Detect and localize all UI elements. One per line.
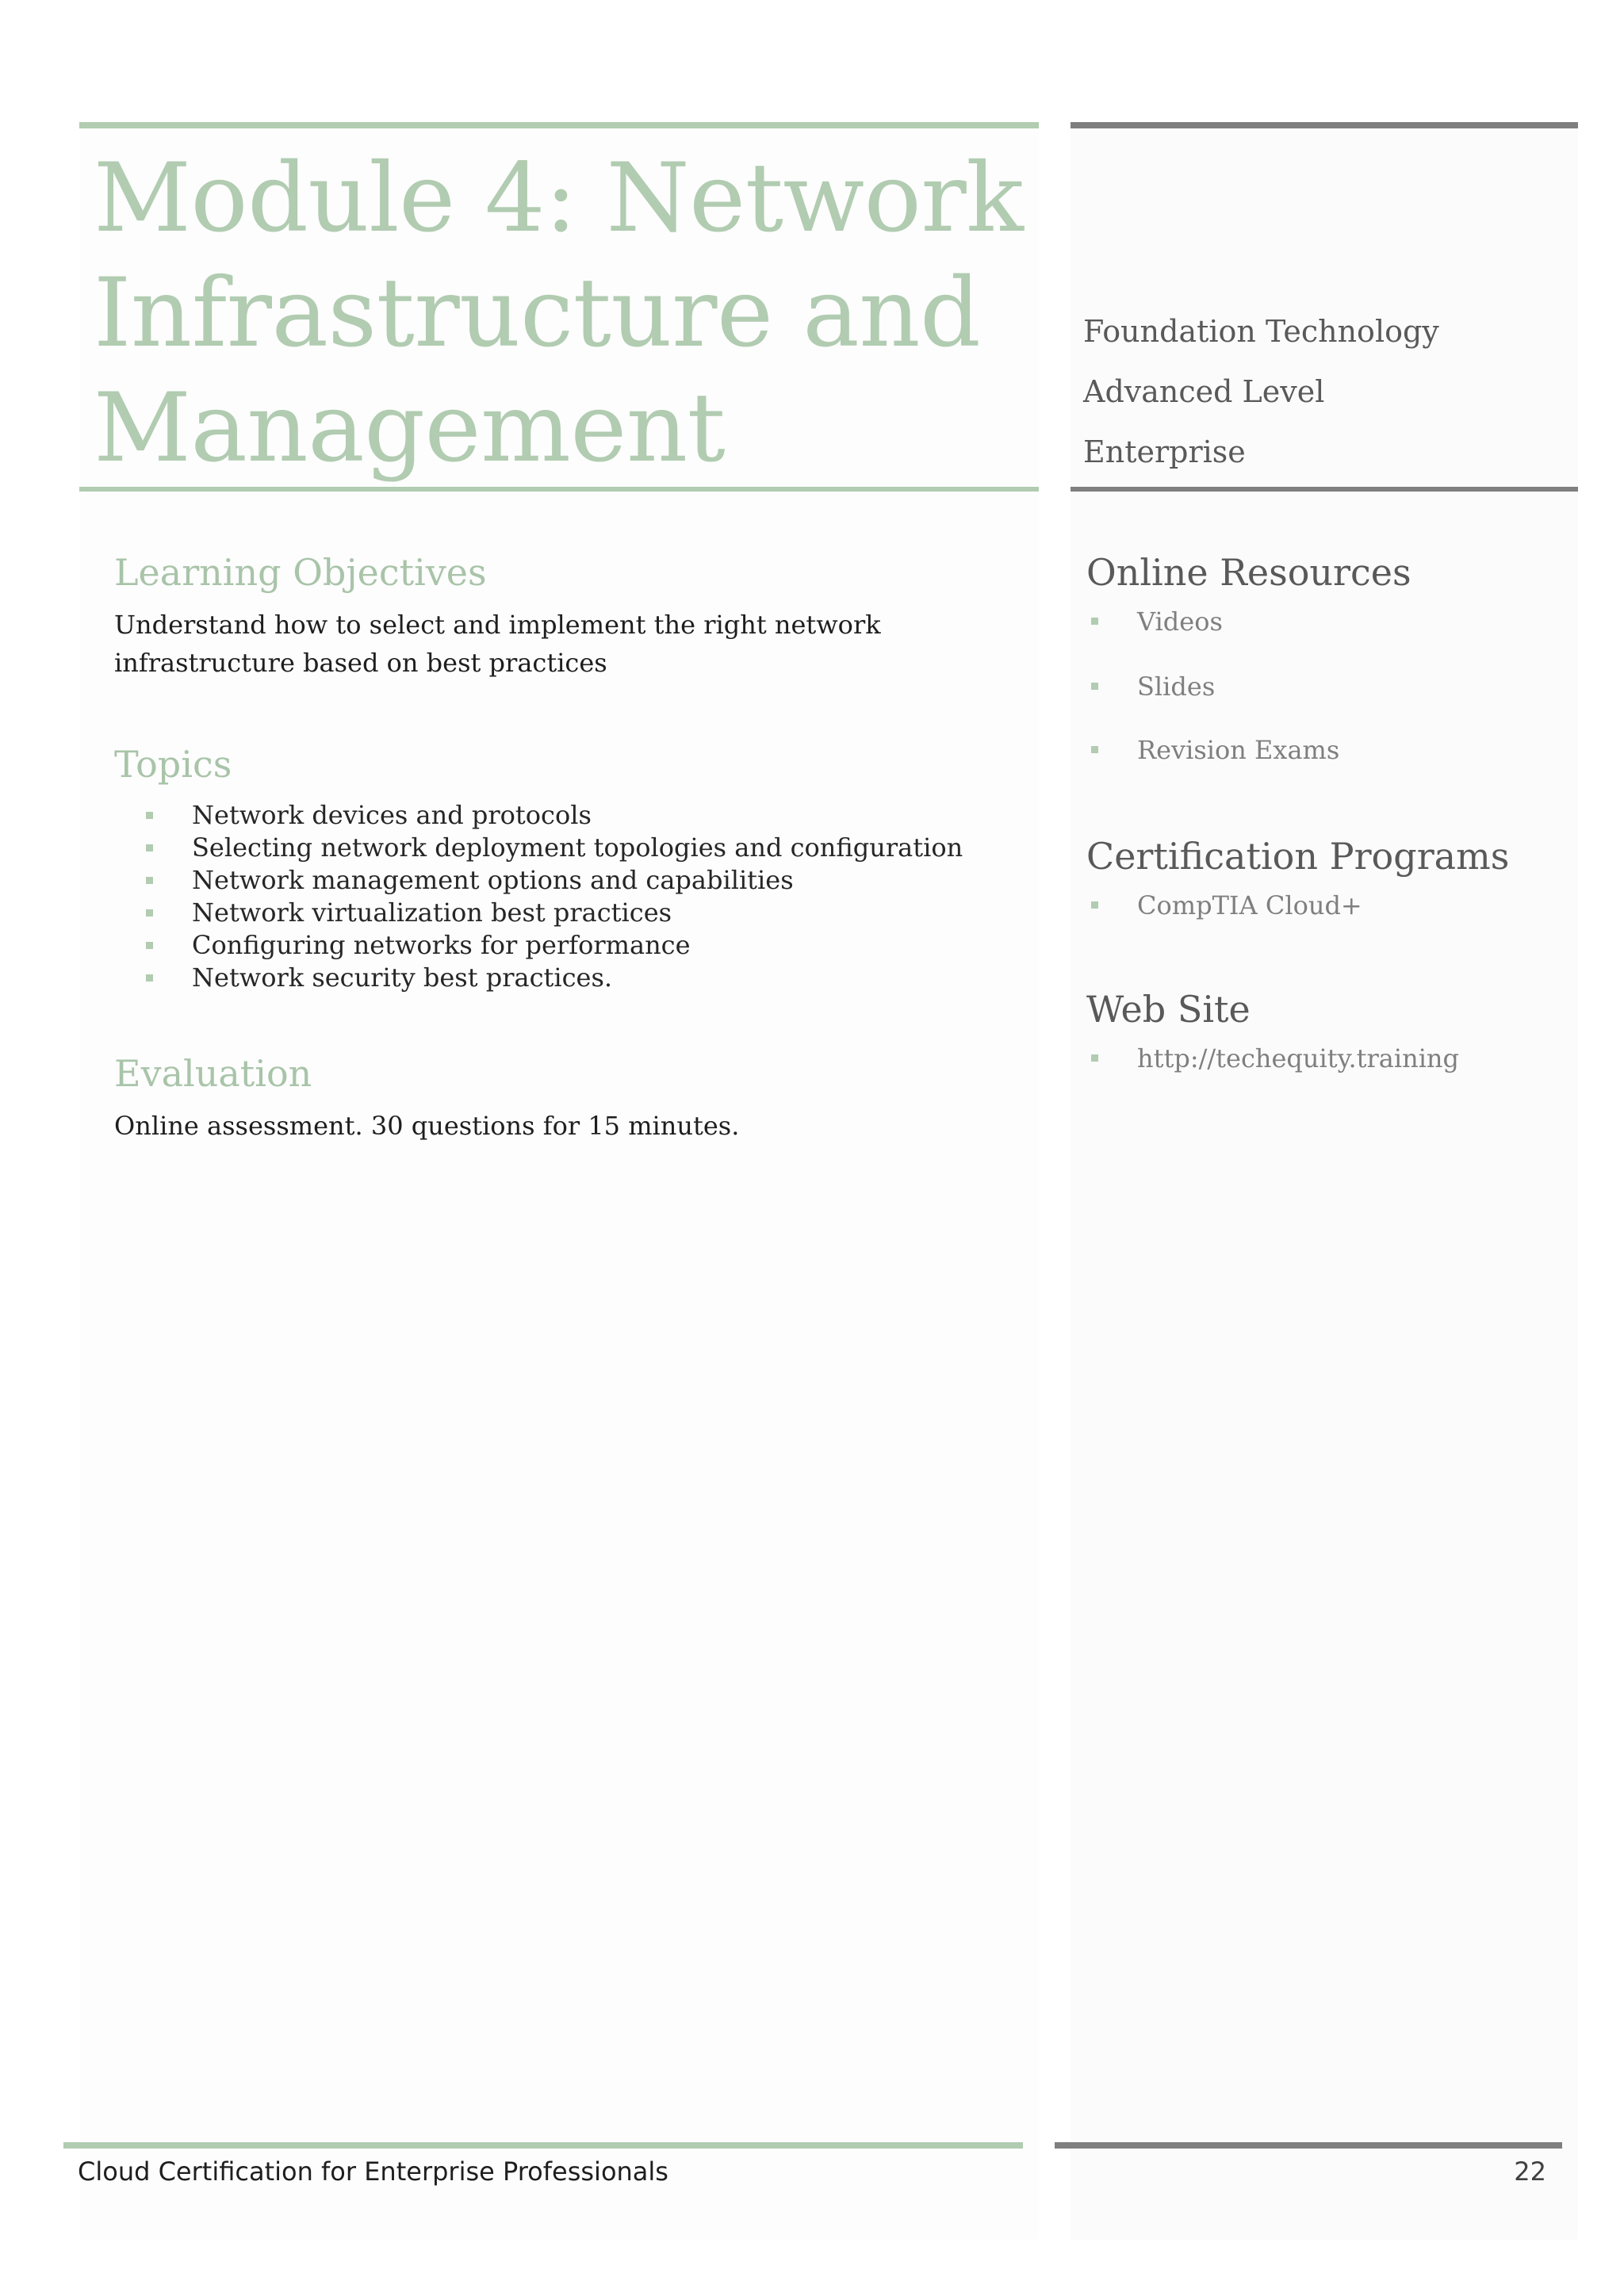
certification-item[interactable] bbox=[1086, 890, 1578, 921]
online-resources-heading: Online Resources bbox=[1086, 551, 1411, 594]
square-bullet-icon bbox=[146, 844, 153, 851]
evaluation-heading: Evaluation bbox=[114, 1052, 312, 1095]
learning-objectives-line: Understand how to select and implement the right network bbox=[114, 610, 881, 640]
topic-label: Network devices and protocols bbox=[192, 800, 592, 830]
square-bullet-icon bbox=[1091, 1054, 1098, 1062]
resource-label: Slides bbox=[1137, 672, 1216, 702]
meta-audience: Enterprise bbox=[1083, 434, 1246, 469]
certification-programs-heading: Certification Programs bbox=[1086, 835, 1510, 878]
topic-item bbox=[114, 897, 1026, 929]
square-bullet-icon bbox=[146, 909, 153, 916]
web-site-heading: Web Site bbox=[1086, 988, 1251, 1031]
topic-label: Network virtualization best practices bbox=[192, 897, 672, 928]
meta-level: Advanced Level bbox=[1083, 374, 1325, 409]
resource-label: Videos bbox=[1137, 607, 1223, 637]
topic-item bbox=[114, 832, 1026, 864]
learning-objectives-heading: Learning Objectives bbox=[114, 551, 487, 594]
topic-item bbox=[114, 962, 1026, 994]
topic-label: Network security best practices. bbox=[192, 962, 613, 993]
footer-right-rule bbox=[1055, 2142, 1562, 2149]
meta-top-rule bbox=[1071, 122, 1578, 128]
resource-item-slides[interactable] bbox=[1086, 671, 1578, 702]
meta-track: Foundation Technology bbox=[1083, 314, 1439, 349]
topics-heading: Topics bbox=[114, 743, 232, 786]
certification-label: CompTIA Cloud+ bbox=[1137, 890, 1362, 920]
module-title bbox=[94, 141, 1029, 486]
title-top-rule bbox=[79, 122, 1039, 128]
topics-section bbox=[114, 740, 1026, 994]
topic-label: Selecting network deployment topologies and configuration bbox=[192, 832, 963, 863]
square-bullet-icon bbox=[146, 812, 153, 819]
web-site-section bbox=[1086, 985, 1578, 1074]
module-meta bbox=[1083, 301, 1575, 482]
online-resources-section bbox=[1086, 549, 1578, 766]
web-site-link[interactable] bbox=[1086, 1043, 1578, 1074]
square-bullet-icon bbox=[1091, 746, 1098, 753]
square-bullet-icon bbox=[1091, 901, 1098, 909]
evaluation-text: Online assessment. 30 questions for 15 minutes. bbox=[114, 1111, 740, 1141]
square-bullet-icon bbox=[1091, 683, 1098, 690]
footer-left-rule bbox=[63, 2142, 1023, 2149]
resource-item-revision-exams[interactable] bbox=[1086, 734, 1578, 766]
certification-programs-list bbox=[1086, 890, 1578, 921]
topic-item bbox=[114, 799, 1026, 832]
learning-objectives-text bbox=[114, 606, 1018, 682]
page-number: 22 bbox=[1514, 2156, 1546, 2187]
title-line: Module 4: Network bbox=[94, 144, 1024, 254]
topics-list bbox=[114, 799, 1026, 994]
topic-item bbox=[114, 864, 1026, 897]
title-bottom-rule bbox=[79, 487, 1039, 492]
web-site-url: http://techequity.training bbox=[1137, 1043, 1460, 1073]
title-line: Infrastructure and bbox=[94, 258, 981, 369]
learning-objectives-line: infrastructure based on best practices bbox=[114, 648, 607, 678]
title-line: Management bbox=[94, 373, 726, 484]
evaluation-section bbox=[114, 1050, 1018, 1145]
square-bullet-icon bbox=[146, 974, 153, 982]
topic-label: Network management options and capabilities bbox=[192, 865, 794, 895]
resource-label: Revision Exams bbox=[1137, 735, 1340, 765]
square-bullet-icon bbox=[1091, 618, 1098, 625]
footer-title: Cloud Certification for Enterprise Professionals bbox=[78, 2156, 668, 2187]
topic-item bbox=[114, 929, 1026, 962]
resource-item-videos[interactable] bbox=[1086, 606, 1578, 637]
topic-label: Configuring networks for performance bbox=[192, 930, 691, 960]
online-resources-list bbox=[1086, 606, 1578, 766]
square-bullet-icon bbox=[146, 942, 153, 949]
web-site-list bbox=[1086, 1043, 1578, 1074]
certification-programs-section bbox=[1086, 832, 1578, 921]
square-bullet-icon bbox=[146, 877, 153, 884]
meta-bottom-rule bbox=[1071, 487, 1578, 492]
learning-objectives-section bbox=[114, 549, 1018, 682]
